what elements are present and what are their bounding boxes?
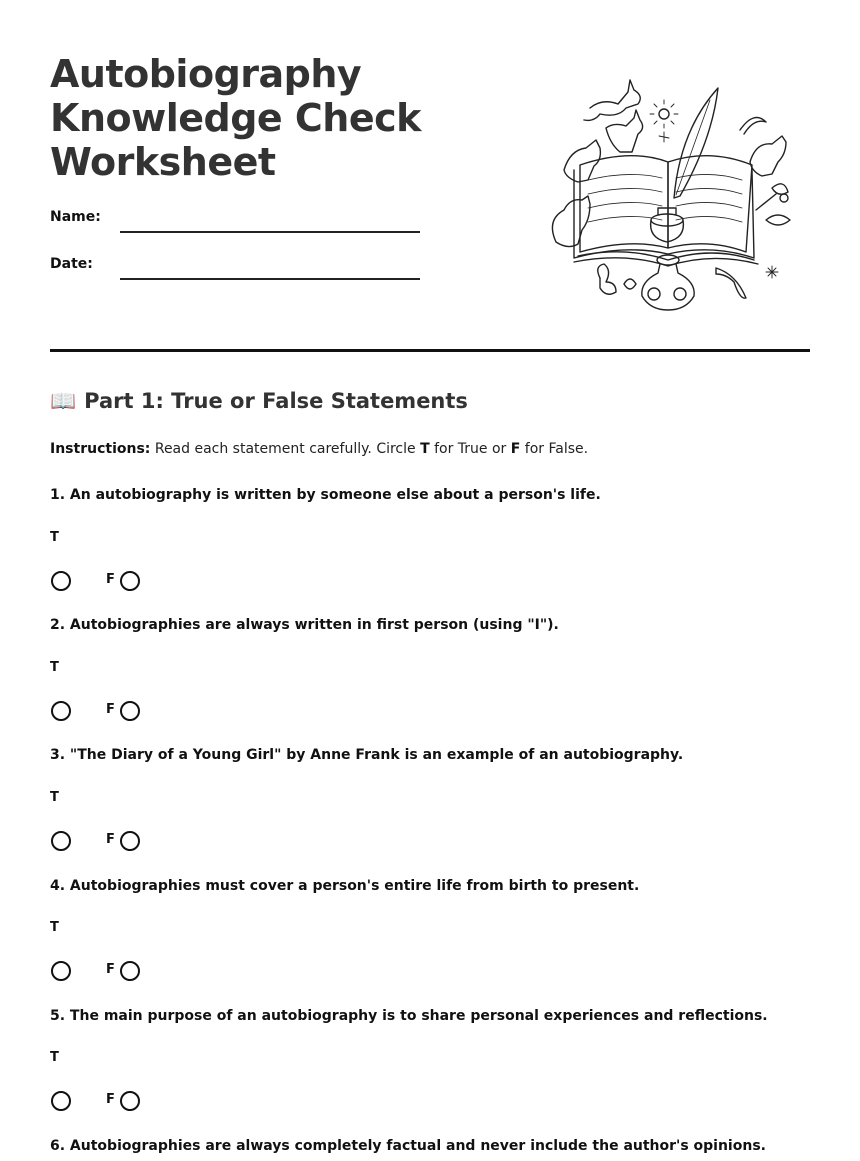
q5-false-label: F [106,1092,115,1107]
date-field-line[interactable] [120,278,420,280]
q1-false-radio[interactable] [120,571,140,591]
q4-true-radio[interactable] [51,961,71,981]
question-3: 3. "The Diary of a Young Girl" by Anne Frank is an example of an autobiography. [50,747,684,763]
q2-true-radio[interactable] [51,701,71,721]
q1-true-label: T [50,530,59,545]
q1-true-radio[interactable] [51,571,71,591]
q2-false-label: F [106,702,115,717]
part1-heading [50,389,468,414]
name-field-line[interactable] [120,231,420,233]
worksheet-title: Autobiography Knowledge Check Worksheet [50,52,421,184]
q3-false-label: F [106,832,115,847]
q1-false-label: F [106,572,115,587]
header-divider [50,349,810,352]
instructions-text-after: for False. [520,441,589,457]
question-1: 1. An autobiography is written by someone else about a person's life. [50,487,601,503]
q5-true-radio[interactable] [51,1091,71,1111]
part1-title: Part 1: True or False Statements [84,389,468,413]
q5-true-label: T [50,1050,59,1065]
open-book-icon: 📖 [50,389,77,413]
q5-false-radio[interactable] [120,1091,140,1111]
q2-false-radio[interactable] [120,701,140,721]
q3-false-radio[interactable] [120,831,140,851]
instructions-middle: for True or [429,441,511,457]
question-6: 6. Autobiographies are always completely factual and never include the author's opinions. [50,1138,766,1154]
question-5: 5. The main purpose of an autobiography is to share personal experiences and reflections. [50,1008,768,1024]
q2-true-label: T [50,660,59,675]
date-label: Date: [50,256,93,272]
question-4: 4. Autobiographies must cover a person's entire life from birth to present. [50,878,640,894]
q3-true-radio[interactable] [51,831,71,851]
question-2: 2. Autobiographies are always written in first person (using "I"). [50,617,559,633]
q4-false-label: F [106,962,115,977]
q4-false-radio[interactable] [120,961,140,981]
instructions-text-before: Read each statement carefully. Circle [150,441,421,457]
q4-true-label: T [50,920,59,935]
instructions-false: F [510,441,521,457]
instructions-true: T [420,441,430,457]
instructions-label: Instructions: [50,441,151,457]
name-label: Name: [50,209,101,225]
q3-true-label: T [50,790,59,805]
instructions [50,441,588,457]
open-book-quill-kangaroos-illustration [540,70,800,315]
